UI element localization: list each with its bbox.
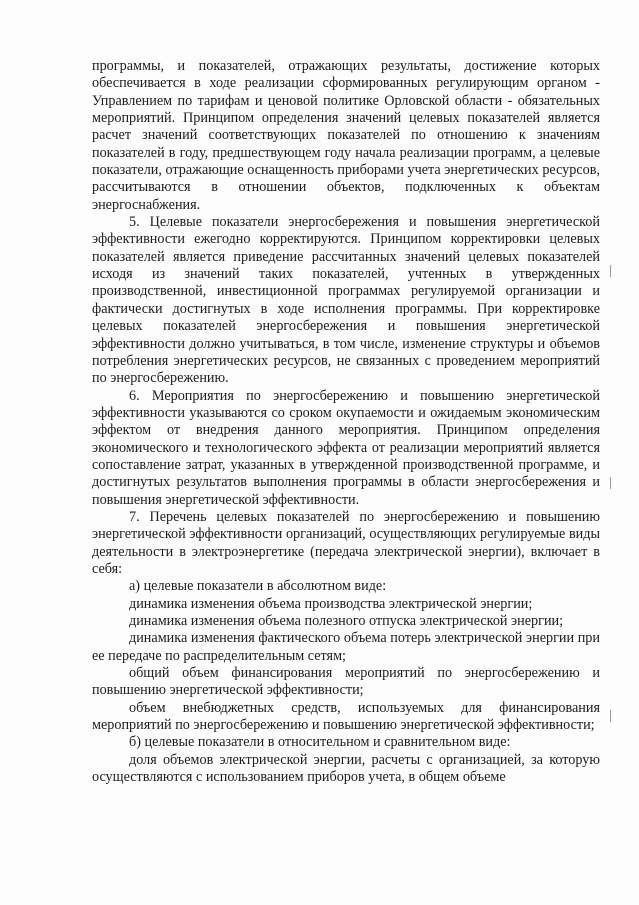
list-item: динамика изменения фактического объема потерь электрической энергии при ее передаче по распределительным сетям; [92,630,600,664]
document-body [92,58,600,786]
paragraph-7: 7. Перечень целевых показателей по энергосбережению и повышению энергетической эффективности организаций, осуществляющих регулируемые виды деятельности в электроэнергетике (передача электрической энергии), включает в себя: [92,508,600,577]
list-item: общий объем финансирования мероприятий по энергосбережению и повышению энергетической эффективности; [92,665,600,699]
list-item: динамика изменения объема производства электрической энергии; [129,595,533,612]
list-item: динамика изменения объема полезного отпуска электрической энергии; [129,613,564,629]
list-item: доля объемов электрической энергии, расчеты с организацией, за которую осуществляются с использованием приборов учета, в общем объеме [92,751,600,786]
list-item: объем внебюджетных средств, используемых для финансирования мероприятий по энергосбережению и повышению энергетической эффективности; [92,699,600,734]
paragraph-continuation: программы, и показателей, отражающих результаты, достижение которых обеспечивается в ходе реализации сформированных регулирующим органом - Управлением по тарифам и ценовой политике Орловской области - обязательных мероприятий. Принципом определения значений целевых показателей является расчет значений соответствующих показателей по отношению к значениям показателей в году, предшествующем году начала реализации программ, а целевые показатели, отражающие оснащенность приборами учета энергетических ресурсов, рассчитываются в отношении объектов, подключенных к объектам энергоснабжения. [92,58,600,213]
scan-margin-mark [610,710,611,722]
scan-margin-mark [610,477,611,489]
scan-margin-mark [610,265,611,277]
paragraph-6: 6. Мероприятия по энергосбережению и повышению энергетической эффективности указываются со сроком окупаемости и ожидаемым экономическим эффектом от внедрения данного мероприятия. Принципом определения экономического и технологического эффекта от реализации мероприятий является сопоставление затрат, указанных в утвержденной производственной программе, и достигнутых результатов выполнения программы в области энергосбережения и повышения энергетической эффективности. [92,387,600,508]
list-heading-a: а) целевые показатели в абсолютном виде: [129,578,387,595]
paragraph-5: 5. Целевые показатели энергосбережения и повышения энергетической эффективности ежегодно корректируются. Принципом корректировки целевых показателей является приведение рассчитанных значений целевых показателей исходя из значений таких показателей, учтенных в утвержденных производственной, инвестиционной программах регулируемой организации и фактически достигнутых в ходе исполнения программы. При корректировке целевых показателей энергосбережения и повышения энергетической эффективности должно учитываться, в том числе, изменение структуры и объемов потребления энергетических ресурсов, не связанных с проведением мероприятий по энергосбережению. [92,214,600,387]
list-heading-b: б) целевые показатели в относительном и сравнительном виде: [129,734,511,751]
